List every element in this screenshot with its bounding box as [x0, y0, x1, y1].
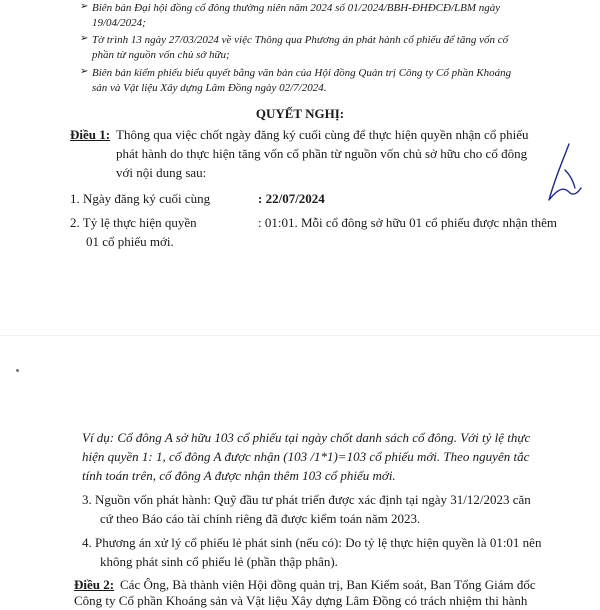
example-line-2: hiện quyền 1: 1, cổ đông A được nhận (103 /1*1)=103 cổ phiếu mới. Theo nguyên tắc	[82, 449, 530, 464]
reference-1-line-2: 19/04/2024;	[92, 17, 146, 29]
article-1-text-line-2: phát hành do thực hiện tăng vốn cổ phần từ nguồn vốn chủ sở hữu cho cổ đông	[116, 146, 528, 161]
article-1-text-line-3: với nội dung sau:	[116, 165, 207, 180]
article-2-label: Điều 2:	[74, 577, 115, 592]
item-2-label: 2. Tỷ lệ thực hiện quyền	[70, 215, 197, 230]
item-1-value: : 22/07/2024	[258, 191, 325, 206]
reference-2-line-2: phần từ nguồn vốn chủ sở hữu;	[92, 49, 230, 61]
item-1-label: 1. Ngày đăng ký cuối cùng	[70, 191, 211, 206]
page-separator	[0, 335, 600, 336]
bullet-marker: ➢	[80, 33, 89, 44]
item-2-value: : 01:01. Mỗi cổ đông sở hữu 01 cổ phiếu được nhận thêm	[258, 215, 557, 230]
example-line-3: tính toán trên, cổ đông A được nhận thêm 103 cổ phiếu mới.	[82, 468, 396, 483]
article-1-text-line-1: Thông qua việc chốt ngày đăng ký cuối cùng để thực hiện quyền nhận cổ phiếu	[116, 127, 529, 142]
article-1-label: Điều 1:	[70, 127, 111, 142]
signature-icon	[535, 140, 585, 210]
scan-speck	[16, 369, 19, 372]
bullet-marker: ➢	[80, 66, 89, 77]
item-2-continuation: 01 cổ phiếu mới.	[86, 234, 174, 249]
item-4-line-2: không phát sinh cổ phiếu lẻ (phần thập phân).	[100, 554, 338, 569]
item-3-line-1: 3. Nguồn vốn phát hành: Quỹ đầu tư phát triển được xác định tại ngày 31/12/2023 căn	[82, 492, 531, 507]
reference-2-line-1: Tờ trình 13 ngày 27/03/2024 về việc Thông qua Phương án phát hành cổ phiếu để tăng vốn cổ	[92, 34, 509, 46]
example-line-1: Ví dụ: Cổ đông A sở hữu 103 cổ phiếu tại ngày chốt danh sách cổ đông. Với tỷ lệ thực	[82, 430, 531, 445]
resolution-title: QUYẾT NGHỊ:	[255, 106, 345, 121]
article-2-text-line-2: Công ty Cổ phần Khoáng sản và Vật liệu Xây dựng Lâm Đồng có trách nhiệm thi hành	[74, 593, 528, 608]
reference-1-line-1: Biên bản Đại hội đồng cổ đông thường niên năm 2024 số 01/2024/BBH-ĐHĐCĐ/LBM ngày	[92, 2, 501, 14]
article-2-text-line-1: Các Ông, Bà thành viên Hội đồng quản trị, Ban Kiểm soát, Ban Tổng Giám đốc	[120, 577, 536, 592]
item-3-line-2: cứ theo Báo cáo tài chính riêng đã được kiểm toán năm 2023.	[100, 511, 421, 526]
reference-3-line-1: Biên bản kiểm phiếu biểu quyết bằng văn bản của Hội đồng Quản trị Công ty Cổ phần Khoáng	[92, 67, 512, 79]
reference-3-line-2: sản và Vật liệu Xây dựng Lâm Đồng ngày 02/7/2024.	[92, 82, 327, 94]
bullet-marker: ➢	[80, 1, 89, 12]
item-4-line-1: 4. Phương án xử lý cổ phiếu lẻ phát sinh (nếu có): Do tỷ lệ thực hiện quyền là 01:01 nên	[82, 535, 542, 550]
